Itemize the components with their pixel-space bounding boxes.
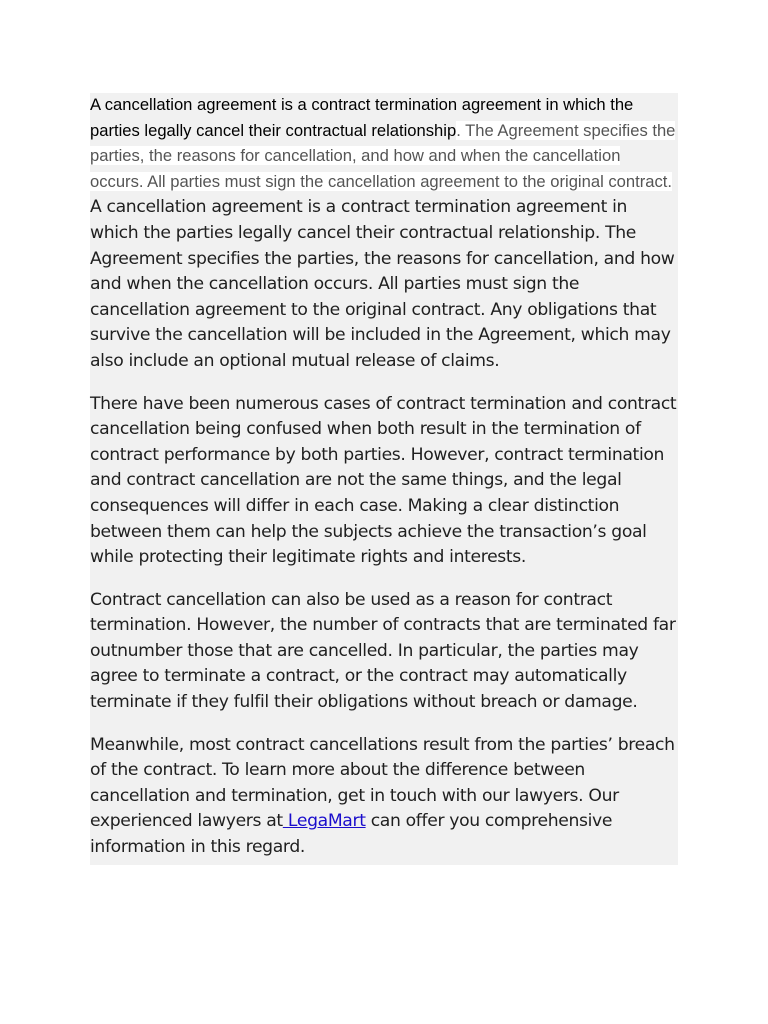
paragraph-cancellation-definition xyxy=(90,93,678,375)
paragraph-body-text: A cancellation agreement is a contract termination agreement in which the parties legally cancel their contractual relationship. The Agreement specifies the parties, the reasons for cancellation, and how and when the cancellation occurs. All parties must sign the cancellation agreement to the original contract. Any obligations that survive the cancellation will be included in the Agreement, which may also include an optional mutual release of claims. xyxy=(90,197,675,371)
contact-text: Meanwhile, most contract cancellations result from the parties’ breach of the contract. To learn more about the difference between cancellation and termination, get in touch with our lawyers. Our experienced lawyers at xyxy=(90,734,675,832)
lead-sentence-highlight: A cancellation agreement is a contract termination agreement in which the parties legally cancel their contractual relationship xyxy=(90,95,634,140)
contact-text-end: can offer you comprehensive information in this regard. xyxy=(90,811,613,858)
legamart-link[interactable]: LegaMart xyxy=(282,811,366,832)
paragraph-contact-lawyers xyxy=(90,733,678,865)
paragraph-confusion: There have been numerous cases of contract termination and contract cancellation being confused when both result in the termination of contract performance by both parties. However, contract termination and contract cancellation are not the same things, and the legal consequences will differ in each case. Making a clear distinction between them can help the subjects achieve the transaction’s goal while protecting their legitimate rights and interests. xyxy=(90,393,677,568)
paragraph-reason-for-termination: Contract cancellation can also be used as a reason for contract termination. However, the number of contracts that are terminated far outnumber those that are cancelled. In particular, the parties may agree to terminate a contract, or the contract may automatically terminate if they fulfil their obligations without breach or damage. xyxy=(90,589,676,713)
lead-grey-text: . The Agreement specifies the parties, the reasons for cancellation, and how and when the cancellation occurs. All parties must sign the cancellation agreement to the original contract. xyxy=(90,120,676,191)
document-page xyxy=(90,93,678,865)
